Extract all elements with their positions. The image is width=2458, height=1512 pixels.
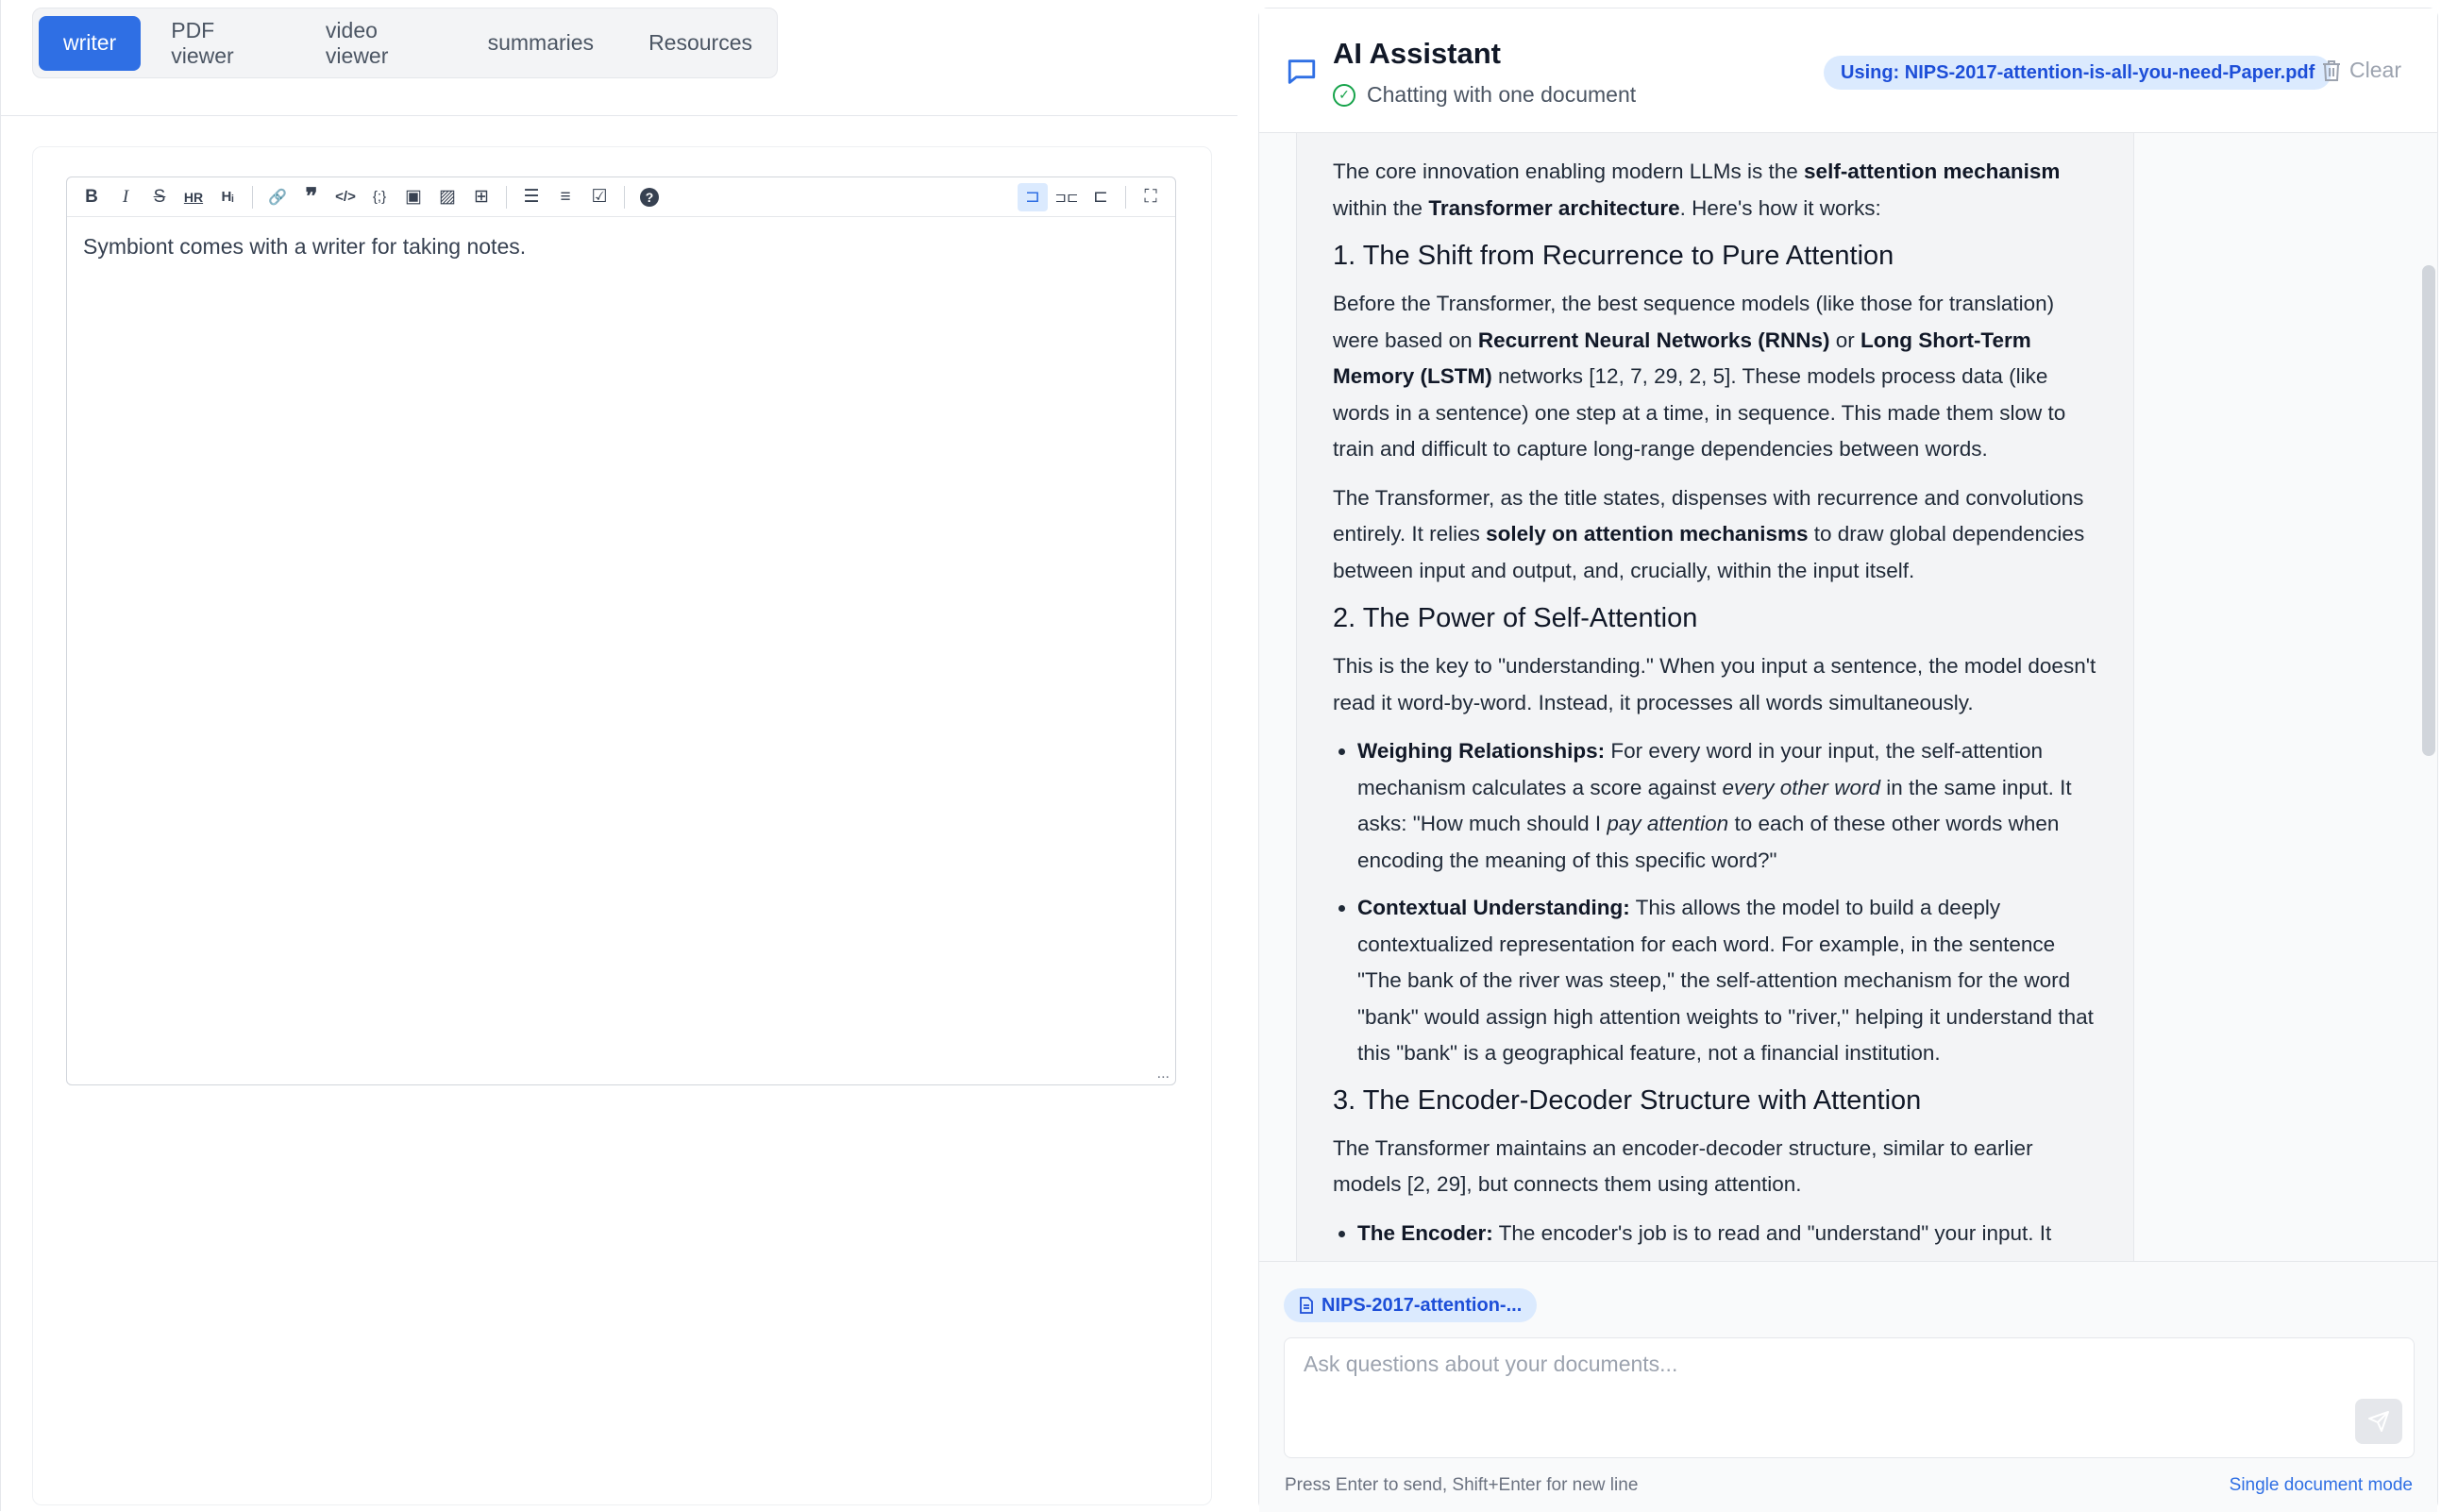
text: This allows the model to build a deeply contextualized representation for each word. For example, in the sentence "The bank of the river was steep," the self-attention mechanism for the word "bank" would assign high attention weights to "river," helping it understand that this "bank" is a geographical feature, not a financial institution. — [1357, 896, 2094, 1065]
scrollbar[interactable] — [2422, 265, 2435, 756]
strikethrough-icon[interactable]: S — [153, 186, 166, 207]
quote-icon[interactable]: ❞ — [305, 184, 318, 210]
bold-text: self-attention mechanism — [1804, 160, 2061, 183]
chat-bubble-icon — [1286, 56, 1318, 88]
tab-summaries[interactable]: summaries — [487, 30, 595, 55]
chat-input[interactable] — [1285, 1338, 2414, 1457]
message-heading: 3. The Encoder-Decoder Structure with Attention — [1333, 1084, 1922, 1116]
list-item — [1357, 890, 2097, 1072]
toolbar-separator — [252, 186, 253, 209]
italic-text: pay attention — [1607, 812, 1729, 835]
bold-text: The Encoder: — [1357, 1220, 1493, 1245]
italic-text: every other word — [1722, 775, 1881, 799]
fullscreen-icon[interactable]: ⛶ — [1144, 186, 1157, 207]
markdown-editor — [66, 176, 1176, 1085]
send-icon — [2367, 1410, 2390, 1433]
checklist-icon[interactable]: ☑ — [591, 187, 608, 207]
text: For every word in your input, the self-attention mechanism calculates a score against — [1357, 739, 2044, 799]
italic-icon[interactable]: I — [122, 186, 129, 207]
trash-icon — [2321, 59, 2342, 82]
document-chip[interactable] — [1284, 1288, 1537, 1322]
editor-toolbar — [67, 177, 1175, 217]
list-item — [1357, 733, 2097, 879]
toolbar-separator — [506, 186, 507, 209]
bold-text: Transformer architecture — [1428, 195, 1680, 220]
message-heading: 2. The Power of Self-Attention — [1333, 603, 1698, 633]
text: or — [1829, 328, 1860, 352]
text: to draw global dependencies between input and output, and, crucially, within the input itself. — [1333, 522, 2085, 582]
bold-text: Contextual Understanding: — [1357, 896, 1630, 919]
chat-status — [1333, 82, 1636, 108]
code-block-icon[interactable]: {;} — [372, 189, 387, 205]
chat-input-box — [1284, 1337, 2415, 1458]
message-paragraph — [1333, 480, 2097, 590]
comment-icon[interactable]: ▣ — [405, 187, 422, 207]
document-icon — [1299, 1297, 1314, 1314]
resize-handle-icon[interactable]: ... — [1156, 1066, 1170, 1082]
text: in the same input. It asks: "How much should I — [1357, 775, 2072, 835]
live-mode-icon[interactable]: ⊐⊏ — [1054, 189, 1079, 206]
input-hint: Press Enter to send, Shift+Enter for new line — [1285, 1475, 1639, 1495]
composer — [1259, 1261, 2437, 1512]
bullet-list-icon[interactable]: ☰ — [523, 187, 540, 207]
message-list[interactable] — [1259, 133, 2437, 1261]
bold-text: Long Short-Term Memory (LSTM) — [1333, 328, 2031, 388]
toolbar-separator — [624, 186, 625, 209]
check-circle-icon: ✓ — [1333, 84, 1355, 107]
heading-icon[interactable]: HR — [183, 189, 204, 205]
ai-assistant-panel — [1258, 8, 2438, 1511]
message-paragraph — [1333, 286, 2097, 468]
link-icon[interactable]: 🔗 — [268, 189, 287, 206]
text: to each of these other words when encoding the meaning of this specific word?" — [1357, 812, 2060, 872]
message-list-bullets — [1344, 733, 2097, 1072]
divider — [1, 115, 1237, 116]
tab-resources[interactable]: Resources — [648, 30, 752, 55]
send-button[interactable] — [2355, 1399, 2402, 1444]
bold-text: Recurrent Neural Networks (RNNs) — [1477, 328, 1830, 352]
single-document-mode-link[interactable]: Single document mode — [2229, 1475, 2413, 1495]
document-chip-label: NIPS-2017-attention-... — [1322, 1294, 1523, 1316]
message-paragraph: This is the key to "understanding." When you input a sentence, the model doesn't read it word-by-word. Instead, it processes all words simultaneously. — [1333, 654, 2096, 714]
message-heading: 1. The Shift from Recurrence to Pure Attention — [1333, 241, 1894, 271]
table-icon[interactable]: ⊞ — [474, 187, 489, 207]
clear-button[interactable] — [2321, 58, 2401, 83]
edit-mode-icon[interactable]: ⊐ — [1018, 183, 1048, 211]
text: within the — [1333, 195, 1429, 220]
text: Before the Transformer, the best sequence models (like those for translation) were based on — [1333, 292, 2055, 352]
editor-content[interactable]: Symbiont comes with a writer for taking notes. — [83, 234, 527, 259]
toolbar-separator — [1125, 186, 1126, 209]
image-icon[interactable]: ▨ — [439, 187, 456, 207]
assistant-title: AI Assistant — [1333, 37, 1502, 70]
code-icon[interactable]: </> — [335, 189, 356, 205]
text: The Transformer, as the title states, dispenses with recurrence and convolutions entirely. It relies — [1333, 485, 2084, 546]
assistant-header — [1259, 8, 2437, 133]
tab-writer[interactable]: writer — [39, 16, 141, 71]
preview-mode-icon[interactable]: ⊏ — [1093, 187, 1108, 207]
text: networks [12, 7, 29, 2, 5]. These models process data (like words in a sentence) one step at a time, in sequence. This made them slow to train and difficult to capture long-range dependencies between words. — [1333, 364, 2066, 461]
tab-bar — [32, 8, 778, 78]
tab-pdf-viewer[interactable]: PDF viewer — [171, 17, 234, 68]
heading-alt-icon[interactable]: Hᵢ — [221, 189, 234, 205]
text: . Here's how it works: — [1679, 195, 1881, 220]
tab-video-viewer[interactable]: video viewer — [325, 17, 389, 68]
bold-icon[interactable]: B — [85, 186, 98, 207]
text: The core innovation enabling modern LLMs is the — [1333, 160, 1805, 183]
bold-text: solely on attention mechanisms — [1486, 522, 1809, 546]
active-document-badge: Using: NIPS-2017-attention-is-all-you-need-Paper.pdf — [1824, 56, 2332, 90]
ordered-list-icon[interactable]: ≡ — [560, 186, 571, 207]
bold-text: Weighing Relationships: — [1357, 739, 1606, 763]
message-paragraph: The Transformer maintains an encoder-decoder structure, similar to earlier models [2, 29], but connects them using attention. — [1333, 1135, 2033, 1196]
chat-status-text: Chatting with one document — [1367, 82, 1637, 107]
help-icon[interactable]: ? — [640, 188, 659, 207]
assistant-message — [1296, 133, 2134, 1261]
message-paragraph — [1333, 154, 2097, 227]
text: The encoder's job is to read and "understand" your input. It — [1498, 1220, 2052, 1245]
clear-label: Clear — [2349, 58, 2401, 82]
